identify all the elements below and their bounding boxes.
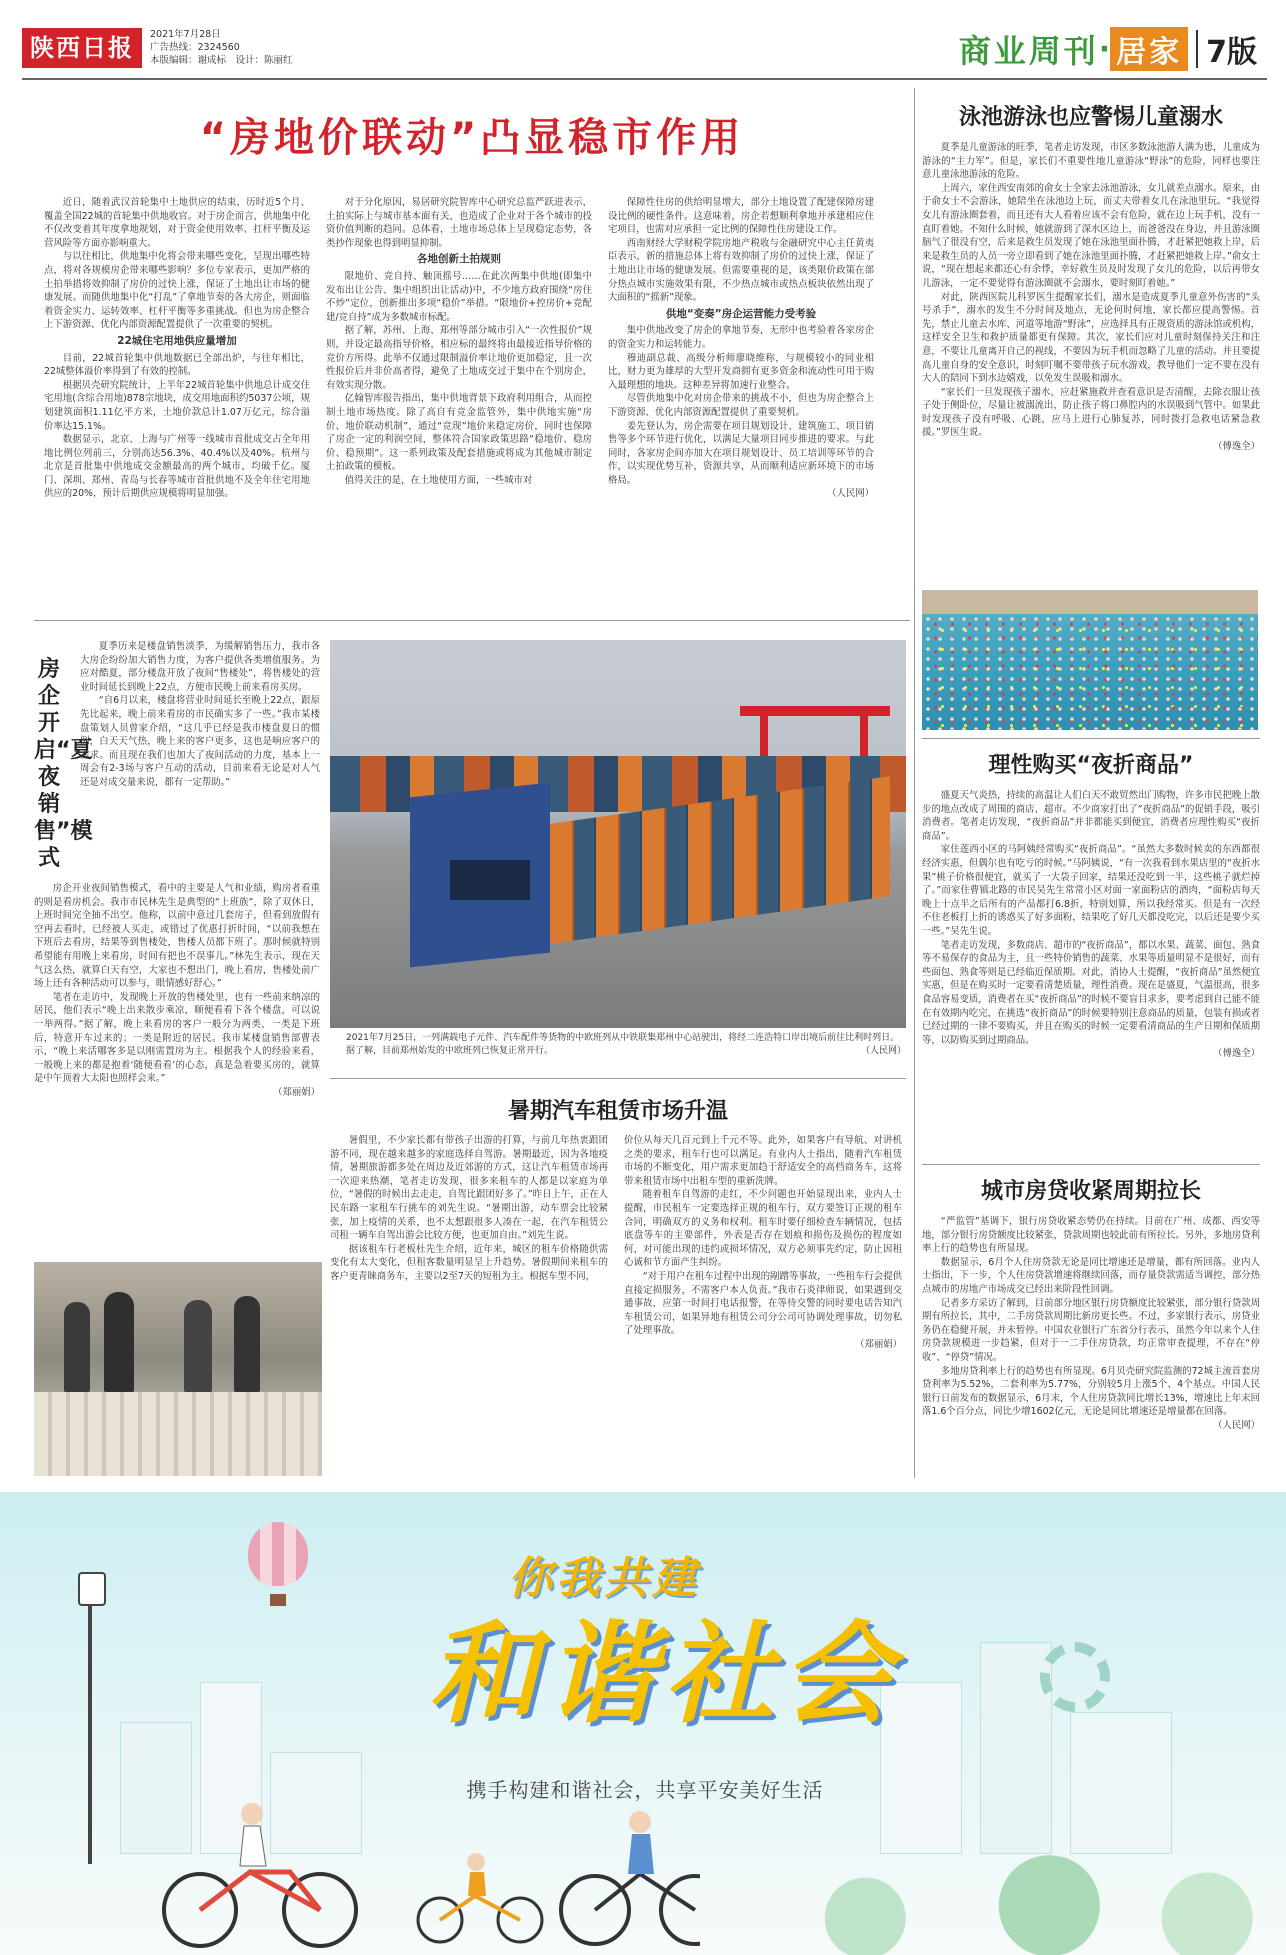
night-goods-article: 理性购买“夜折商品” 盛夏天气炎热，持续的高温让人们白天不敢贸然出门购物，许多市民把晚上散步的地点改成了周围的商店、超市。不少商家打出了“夜折商品”的促销手段，吸引消费者。笔者走访发现，“夜折商品”并非都能买到便宜，消费者应理性购买“夜折商品”。 家住莲西小区的马阿姨经常购买“夜折商品”。“虽然大多数时候卖的东西都很经济实惠，但偶尔也有吃亏的时候。”马阿姨说，“有一次我看到水果店里的“夜折水果”桃子价格很便宜，就买了一大袋子回家，结果还没吃到一半，这些桃子就烂掉了。”而家住曹镇北路的市民吴先生常常小区对面一家面粉店的酒肉，“面粉店每天晚上十点半之后所有的产品都打6.8折，特别划算，所以我经常买。但是有一次经不住老板打上折的诱惑买了好多面粉，结果吃了好几天都没吃完，以后还是要少买一些。”吴先生说。 笔者走访发现，多数商店、超市的“夜折商品”，都以水果、蔬菜、面包、熟食等不易保存的食品为主，且一些特价销售的蔬菜、水果等质量明显不是很好，而有些面包、熟食等则是已经临近保质期。对此，消协人士提醒，“夜折商品”虽然便宜实惠，但是在购买时一定要看清楚质量，理性消费。现在是盛夏，气温很高，很多食品容易变质，消费者在买“夜折商品”的时候不要盲目求多，要考虑到自己能不能在有效期内吃完，在挑选“夜折商品”的时候要特别注意商品的质量，包装有损或者已经过期的一律不要购买，并且在购买的时候一定要看清商品的生产日期和保质期等，以防购买到过期商品。 （傅逸全） xyxy=(922,748,1260,1160)
loan-article: 城市房贷收紧周期拉长 “严监管”基调下，银行房贷收紧态势仍在持续。目前在广州、成都、西安等地，部分银行房贷额度比较紧张，贷款周期也较此前有所拉长。另外，多地房贷利率上行的趋势也有所显现。 数据显示，6月个人住房贷款无论是同比增速还是增量，都有所回落。业内人士指出，下一步，个人住房贷款增速将继续回落，而存量贷款需适当调控，部分热点城市的房地产市场成交已经出来阶段性回调。 记者多方采访了解到，目前部分地区银行房贷额度比较紧张，部分银行贷款周期有所拉长，其中，二手房贷款周期比新房更长些。不过，多家银行表示，房贷业务仍在稳健开展，并未暂停。中国农业银行广东省分行表示，虽然今年以来个人住房贷款规模进一步趋紧，但对于一二手住房贷款，均正常审查提理，不存在“停收”、“停贷”情况。 多地房贷利率上行的趋势也有所显现。6月贝壳研究院监测的72城主流首套房贷利率为5.52%，二套利率为5.77%，分别较5月上涨5个、4个基点。中国人民银行日前发布的数据显示，6月末，个人住房贷款同比增长13%，增速比上年末回落1.6个百分点，同比少增1602亿元，无论是同比增速还是增量都在回落。 （人民网） xyxy=(922,1174,1260,1478)
bushes-decor xyxy=(760,1832,1286,1955)
lead-subhead-3: 供地“变奏”房企运营能力受考验 xyxy=(665,307,817,320)
city-buildings-right xyxy=(880,1642,1180,1852)
lead-subhead-2: 各地创新土拍规则 xyxy=(417,253,501,266)
pool-article: 泳池游泳也应警惕儿童溺水 夏季是儿童游泳的旺季，笔者走访发现，市区多数泳池游人满为患，儿童成为游泳的“主力军”。但是，家长们不重要性地儿童游泳“野泳”的危险，同样也要注意儿童泳池游泳的危险。 上周六，家住西安南郊的俞女士全家去泳池游泳，女儿就差点溺水。原来，由于俞女士不会游泳，她陪坐在泳池边上玩，而丈夫带着女儿在泳池里玩。“我觉得女儿有游泳圈套着，而且还有大人看着应该不会有危险，就在边上玩手机，没有一直盯着她。不知什么时候，她就游到了深水区边上，而爸爸没在身边，并且游泳圈脑气了很没有空，后来是救生员发现了她在泳池里面扑腾，才赶紧把她救上岸，后来是救生员的人员一旁立即看到了她在泳池里面扑腾，才赶紧把她救上岸。”俞女士说，“现在想起来都还心有余悸，幸好救生员及时发现了女儿的危险，以后再带女儿游泳，一定不要觉得有游泳圈就不会溺水，要时刻盯着她。” 对此，陕西医院儿科罗医生提醒家长们，溺水是造成夏季儿童意外伤害的“头号杀手”，溺水的发生不分时间及地点，无论何时何地，家长都应提高警惕。首先，禁止儿童去水库、河道等地游“野泳”，应选择具有正规资质的游泳馆或机构，这样安全卫生和救护质量都更有保障。其次，家长们应对儿童时刻保持关注和注意，不要让儿童离开自己的视线，不要因为玩手机而忽略了儿童的活动。并且要提高儿童自身的安全意识，时刻叮嘱不要带孩子玩水游戏，教导他们一定不要在没有大人的陪同下到水边嬉戏，以免发生误吸和溺水。 “家长们一旦发现孩子溺水，应赶紧施救并查看意识是否清醒，去除衣服让孩子处于侧卧位，尽量让被溺流出，防止孩子将口鼻腔内的水误吸到气管中。如果此时发现孩子没有呼吸、心跳，应马上进行心肺复苏，同时拨打急救电话紧急救援。”罗医生说。 （傅逸全） xyxy=(922,100,1260,580)
ad-hotline: 广告热线：2324560 xyxy=(150,42,240,53)
gear-icon xyxy=(1040,1642,1110,1712)
page-editors: 本版编辑：谢成标 设计：陈丽红 xyxy=(150,55,293,66)
night-rule xyxy=(922,738,1260,739)
lead-col1-paras: 近日，随着武汉首轮集中土地供应的结束，历时近5个月、覆盖全国22城的首轮集中供地收官。对于房企而言，供地集中化不仅改变着其年度拿地规划，对于资金使用效率、扛杆平衡及运营风险等方面亦影响重大。 与以往相比，供地集中化将会带来哪些变化，呈现出哪些特点，将对各规模房企带来哪些影响？多位专家表示，更加严格的土拍举措将效抑制了房价的过快上涨，保证了土地出让市场的健康发展。而随供地集中化“打乱”了拿地节奏的各大房企，则面临着资金实力、运转效率、杠杆平衡等多重挑战。但也为房企整合上下游资源、优化内部资源配置提供了一次重要的契机。 xyxy=(44,197,310,331)
banner-slogan: 携手构建和谐社会，共享平安美好生活 xyxy=(466,1778,824,1802)
issue-date: 2021年7月28日 xyxy=(150,29,221,40)
section-name: 商业周刊 xyxy=(958,32,1099,70)
lead-title: “房地价联动”凸显稳市作用 xyxy=(199,115,745,161)
showroom-photo xyxy=(34,1262,322,1476)
summer-sales-source: （郑丽娟） xyxy=(273,1086,320,1098)
train-caption-source: （人民网） xyxy=(860,1046,906,1056)
section-dot: · xyxy=(1098,31,1111,67)
hot-air-balloon-icon xyxy=(248,1522,308,1612)
night-goods-title: 理性购买“夜折商品” xyxy=(988,753,1194,778)
harmony-banner xyxy=(0,1492,1286,1955)
loan-source: （人民网） xyxy=(1213,1419,1260,1431)
newspaper-logo: 陕西日报 xyxy=(22,28,142,68)
rental-article: 暑期汽车租赁市场升温 暑假里，不少家长都有带孩子出游的打算，与前几年热衷跟团游不同，现在越来越多的家庭选择自驾游。暑期最近，因为各地疫情，暑期旅游都多处在周边及近郊游的方式，这让汽车租赁市场再一次迎来热潮，笔者走访发现，很多来租车的人都是以家庭为单位，“暑假的时候出去走走，自驾比跟团好多了。”昨日上午，正在人民东路一家租车行挑车的刘先生说。“暑期出游，动车票会比较紧张，加上疫情的关系，也不太想跟很多人凑在一起，在汽车租赁公司租一辆车自驾出游会比较方便，也更加自由。”刘先生说。 据该租车行老板杜先生介绍，近年来，城区的租车价格随供需变化有太大变化，但租客数量明显呈上升趋势。暑假期间来租车的客户更青睐商务车，主要以2至7天的短租为主。根据车型不同， 价位从每天几百元到上千元不等。此外，如果客户有导航、对讲机之类的要求，租车行也可以满足。有业内人士指出，随着汽车租赁市场的不断变化，用户需求更加趋于舒适安全的高档商务车，这将带来租赁市场中出租车型的重新洗牌。 随着租车自驾游的走红，不少问题也开始显现出来，业内人士提醒，市民租车一定要选择正规的租车行，双方要签订正规的租车合同，明确双方的义务和权利。租车时要仔细检查车辆情况，包括底盘等车的主要部件，外表是否存在划痕和损伤及损伤的程度如何，对可能出现的违约或损坏情况，双方必须事先约定，防止因租心诚和节方面产生纠纷。 “对于用户在租车过程中出现的剐蹭等事故，一些租车行会提供直接定损服务，不需客户本人负责。”我市石炎律师说，如果遇到交通事故，应第一时间打电话报警，在等待交警的同时要电话告知汽车租赁公司，如果异地有租赁公司分公司可协调处理事故，切勿私了处理事故。 （郑丽娟） xyxy=(330,1086,906,1478)
lead-col-2: 对于分化原因，易居研究院智库中心研究总监严跃进表示，土拍实际上与城市基本面有关，也造成了企业对于各个城市的投资价值判断的趋同。总体看，土地市场总体上呈现稳定态势，各类抄作现象也得到明显抑制。 各地创新土拍规则 限地价、竞自持、触顶摇号……在此次两集中供地(即集中发布出让公告、集中组织出让活动)中，不少地方政府围绕“房住不炒”定位，创新推出多项“稳价”举措。“限地价+控房价+竞配建/竞自持”成为多数城市标配。 据了解，苏州、上海、郑州等部分城市引入“一次性报价”规则，并设定最高指导价格，相应标的最终将由最接近指导价格的竞价方所得。此举不仅通过限制溢价率让地价更加稳定，且一次性报价后并非价高者得，避免了土地成交过于集中在个别房企，有效实现分散。 亿翰智库报告指出，集中供地背景下政府利用组合，从而控制土地市场热度。除了高自有竞金监管外，集中供地实施“房价、地价联动机制”，通过“竞现”地价来稳定房价，同时也保障了房企一定的利润空间，整体符合国家政策思路“稳地价、稳房价、稳预期”。这一系列政策及配套措施或将成为其他城市制定土拍政策的模板。 值得关注的是，在土地使用方面，一些城市对 xyxy=(326,197,592,486)
lead-source: （人民网） xyxy=(827,488,874,500)
divider xyxy=(1196,30,1198,68)
train-photo xyxy=(330,640,906,1028)
summer-sales-article: 房企开启“夏夜销售”模式 夏季历来是楼盘销售淡季，为缓解销售压力，我市各大房企纷纷加大销售力度，为客户提供各类增值服务。为应对酷夏，部分楼盘开放了夜间“售楼处”，将售楼处的营业时间延长到晚上22点，方便市民晚上前来看房买房。 “自6月以来，楼盘将营业时间延长至晚上22点，跟原先比起来，晚上前来看房的市民确实多了一些。”我市某楼盘策划人员曾家介绍，“这几乎已经是我市楼盘夏日的惯例，白天天气热，晚上来的客户更多，这也是响应客户的需求。而且现在我们也加大了夜间活动的力度，基本上一周会有2-3场与客户互动的活动，目前来看无论是对人气还是对成交量来说，都有一定帮助。” 房企开业夜间销售模式，看中的主要是人气和业绩，购房者看重的则是看房机会。我市市民林先生是典型的“上班族”，除了双休日，上班时间完全抽不出空。他称，以前中意过几套房子，但看到放假有空再去看时，已经被人买走，或错过了优惠打折时间，“以前我想在下班后去看房，结果等到售楼处，售楼人员都下班了。那时候就特别希望能有用晚上来看房，时间有把也不误事儿。”林先生表示，现在天气这么热，就算白天有空，大家也不想出门，晚上看房，售楼处前广场上还有各种活动可以参与，眼情感好舒心。” 笔者在走访中，发现晚上开放的售楼处里，也有一些前来纳凉的居民，他们表示“晚上出来散步乘凉，顺便看看下各个楼盘，可以说一举两得。”据了解，晚上来看房的客户一般分为两类，一类是下班后，特意开车过来的；一类是附近的居民。我市某楼盘销售部曹表示，“晚上来活哪客多是以刚需置房为主。根据我个人的经验来看，一般晚上来的都是抱着‘随便看看’的心态，真是急着要买房的，就算是中午顶着大太阳也照样会来。” （郑丽娟） xyxy=(34,641,320,1098)
summer-sales-title: 房企开启“夏夜销售”模式 xyxy=(34,657,93,871)
rental-rule xyxy=(330,1078,906,1079)
night-goods-source: （傅逸全） xyxy=(1213,1048,1260,1060)
pool-source: （傅逸全） xyxy=(1213,441,1260,453)
lead-subhead-1: 22城住宅用地供应量增加 xyxy=(117,334,237,347)
loan-title: 城市房贷收紧周期拉长 xyxy=(980,1179,1201,1204)
sub-section-name: 居家 xyxy=(1110,27,1188,71)
lead-col-1: 近日，随着武汉首轮集中土地供应的结束，历时近5个月、覆盖全国22城的首轮集中供地收官。对于房企而言，供地集中化不仅改变着其年度拿地规划，对于资金使用效率、扛杆平衡及运营风险等方面亦影响重大。 与以往相比，供地集中化将会带来哪些变化，呈现出哪些特点，将对各规模房企带来哪些影响？多位专家表示，更加严格的土拍举措将效抑制了房价的过快上涨，保证了土地出让市场的健康发展。而随供地集中化“打乱”了拿地节奏的各大房企，则面临着资金实力、运转效率、杠杆平衡等多重挑战。但也为房企整合上下游资源、优化内部资源配置提供了一次重要的契机。 22城住宅用地供应量增加 目前，22城首轮集中供地数据已全部出炉，与往年相比，22城整体溢价率得到了有效的控制。 根据贝壳研究院统计，上半年22城首轮集中供地总计成交住宅用地(含综合用地)878宗地块，成交用地面积约5037公顷，规划建筑面积1.11亿平方米，土地价款总计1.07万亿元，综合溢价率达15.1%。 数据显示，北京、上海与广州等一线城市首批成交占全年用地比例位列前三，分别高达56.3%、40.4%以及40%。杭州与北京是首批集中供地成交金额最高的两个城市，均破千亿。厦门、深圳、郑州、青岛与长春等城市首批供地不及全年住宅用地供应的20%，预计后期供应规模将明显加强。 xyxy=(44,197,310,500)
lead-col-3: 保障性住房的供给明显增大，部分土地设置了配建保障房建设比例的硬性条件。这意味着，房企若想顺利拿地并承建相应住宅项目，也需对应承担一定比例的保障性住房建设工作。 西南财经大学财税学院房地产税收与金融研究中心主任黄夷臣表示，新的措施总体上将有效抑制了房价的过快上涨，保证了土地出让市场的健康发展。但需要重视的是，该类限价政策在部分热点城市实施效果有限，不少热点城市或热点板块依然出现了大面积的“摇新”现象。 供地“变奏”房企运营能力受考验 集中供地改变了房企的拿地节奏，无形中也考验着各家房企的资金实力和运转能力。 穆迪副总裁、高级分析师廖晓维称，与规模较小的同业相比，财力更为雄厚的大型开发商拥有更多资金和流动性可用于购入最理想的地块。这种差异将加速行业整合。 尽管供地集中化对房企带来的挑战不小，但也为房企整合上下游资源、优化内部资源配置提供了重要契机。 姜先登认为，房企需要在项目规划设计、建筑施工、项目销售等多个环节进行优化，以满足大量项目同步推进的要求。与此同时，各家房企间亦加大在项目规划设计、员工培训等环节的合作，以实现优势互补，资源共享，从而顺利适应新环境下的市场格局。 （人民网） xyxy=(608,197,874,500)
lead-rule xyxy=(34,620,910,621)
street-lamp-icon xyxy=(70,1572,110,1872)
masthead-rule xyxy=(22,78,1267,80)
page-number: 7版 xyxy=(1206,35,1257,70)
train-caption: 2021年7月25日，一列满载电子元件、汽车配件等货物的中欧班列从中铁联集郑州中心站驶出，将经二连浩特口岸出境后前往比利时列日。据了解，目前郑州始发的中欧班列已恢复正常开行。 （人民网） xyxy=(346,1033,906,1056)
right-col-divider xyxy=(914,88,915,1478)
banner-headline-1: 你我共建 xyxy=(508,1553,700,1604)
cyclists-illustration xyxy=(140,1792,700,1952)
pool-photo xyxy=(922,590,1258,730)
rental-title: 暑期汽车租赁市场升温 xyxy=(507,1099,728,1124)
lead-article xyxy=(34,88,910,616)
masthead xyxy=(22,24,1267,76)
loan-rule xyxy=(922,1164,1260,1165)
rental-source: （郑丽娟） xyxy=(855,1338,902,1350)
banner-headline-2: 和谐社会 xyxy=(428,1610,900,1738)
pool-title: 泳池游泳也应警惕儿童溺水 xyxy=(958,105,1223,130)
